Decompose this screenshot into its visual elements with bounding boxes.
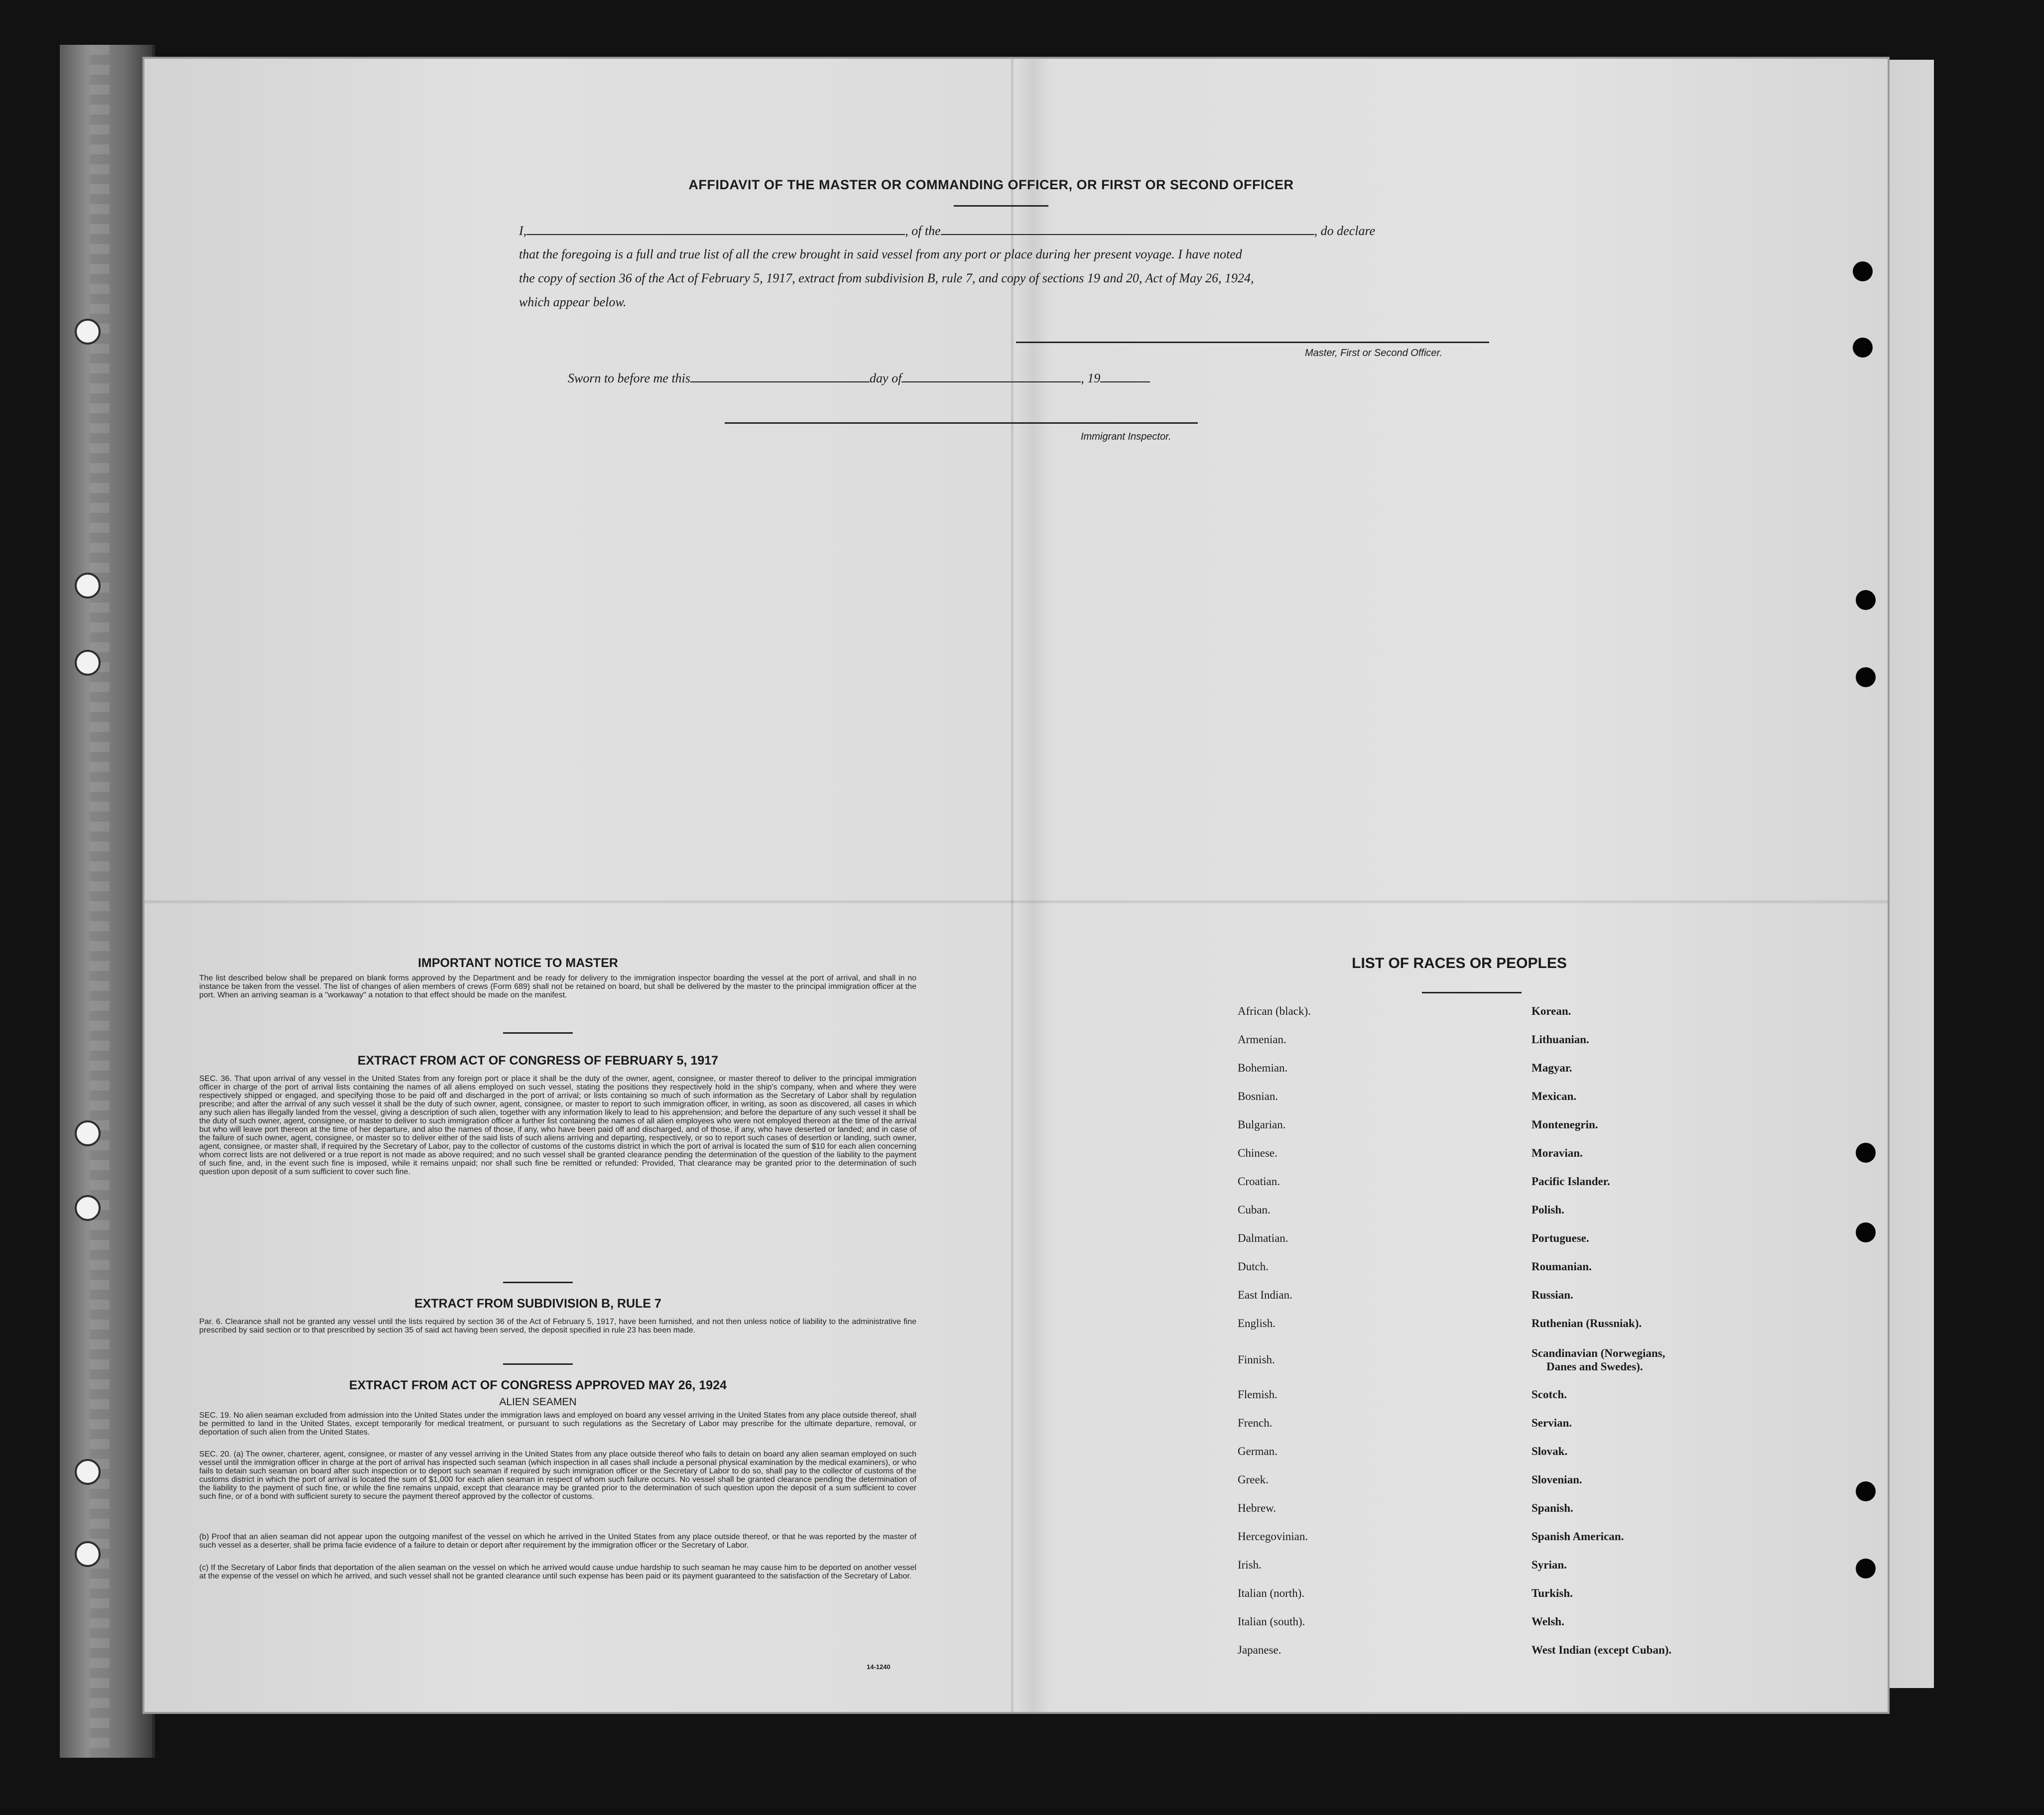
document-page	[144, 59, 1888, 1712]
punch-hole	[75, 573, 101, 599]
punch-hole	[1853, 261, 1873, 281]
race-left-item: Bohemian.	[1238, 1062, 1288, 1074]
race-left-item: Finnish.	[1238, 1353, 1275, 1366]
race-right-item: Scotch.	[1532, 1388, 1567, 1401]
extract-1924-title: EXTRACT FROM ACT OF CONGRESS APPROVED MAY 26, 1924	[349, 1378, 727, 1392]
binder-edge	[60, 45, 155, 1758]
section-divider	[503, 1032, 573, 1034]
race-right-item: Portuguese.	[1532, 1232, 1589, 1244]
race-right-item: Welsh.	[1532, 1615, 1564, 1628]
races-divider	[1422, 992, 1522, 993]
punch-hole	[75, 1195, 101, 1221]
race-left-item: Dalmatian.	[1238, 1232, 1288, 1244]
race-left-item: Greek.	[1238, 1473, 1269, 1486]
race-right-item: West Indian (except Cuban).	[1532, 1644, 1672, 1656]
vertical-fold	[1011, 59, 1014, 1712]
affidavit-i: I,	[519, 224, 527, 238]
race-right-item: Slovenian.	[1532, 1473, 1582, 1486]
race-right-item: Mexican.	[1532, 1090, 1577, 1102]
race-left-item: Bulgarian.	[1238, 1118, 1286, 1131]
extract-1917-title: EXTRACT FROM ACT OF CONGRESS OF FEBRUARY 5, 1917	[357, 1054, 719, 1068]
race-left-item: Hebrew.	[1238, 1502, 1277, 1514]
race-right-item: Polish.	[1532, 1204, 1564, 1216]
race-right-item: Ruthenian (Russniak).	[1532, 1317, 1642, 1330]
title-divider	[954, 205, 1048, 207]
race-right-item: Korean.	[1532, 1005, 1571, 1017]
day-of-text: day of	[870, 371, 902, 385]
race-right-item: Turkish.	[1532, 1587, 1573, 1599]
race-right-item: Scandinavian (Norwegians,	[1532, 1347, 1665, 1359]
section-divider	[503, 1282, 573, 1283]
sec20b-text: (b) Proof that an alien seaman did not appear upon the outgoing manifest of the vessel on which he arrived in the United States from any place outside thereof, or that he was reported by the master of such vessel as a deserter, shall be prima facie evidence of a failure to detain or deport after requirement by the immigration officer or the Secretary of Labor.	[199, 1533, 916, 1550]
race-left-item: German.	[1238, 1445, 1278, 1457]
race-right-item: Moravian.	[1532, 1147, 1583, 1159]
race-left-item: Italian (north).	[1238, 1587, 1305, 1599]
race-right-item: Danes and Swedes).	[1546, 1360, 1643, 1373]
race-left-item: African (black).	[1238, 1005, 1311, 1017]
section-divider	[503, 1363, 573, 1365]
race-left-item: Chinese.	[1238, 1147, 1278, 1159]
notice-text: The list described below shall be prepared on blank forms approved by the Department and be ready for delivery to the immigration inspector boarding the vessel at the port of arrival, and shall in no instance be taken from the vessel. The list of changes of alien members of crews (Form 689) shall not be retained on board, but shall be delivered by the master to the principal immigration officer at the port. When an arriving seaman is a "workaway" a notation to that effect should be made on the manifest.	[199, 974, 916, 999]
master-signature-line	[1016, 342, 1489, 343]
sec20a-text: SEC. 20. (a) The owner, charterer, agent, consignee, or master of any vessel arriving in the United States from any place outside thereof who fails to detain on board any alien seaman employed on such vessel until the immigration officer in charge at the port of arrival has inspected such seaman (which inspection in all cases shall include a personal physical examination by the medical examiners), or who fails to detain such seaman on board after such inspection or to deport such seaman if required by such immigration officer or the Secretary of Labor to do so, shall pay to the collector of customs of the customs district in which the port of arrival is located the sum of $1,000 for each alien seaman in respect of whom such failure occurs. No vessel shall be granted clearance pending the determination of the liability to the payment of such fine, or while the fine remains unpaid, except that clearance may be granted prior to the determination of such question upon the deposit of a sum sufficient to cover such fine, or of a bond with sufficient surety to secure the payment thereof approved by the collector of customs.	[199, 1450, 916, 1501]
sworn-day-blank	[690, 370, 870, 382]
punch-hole	[1856, 1481, 1876, 1501]
races-title: LIST OF RACES OR PEOPLES	[1352, 955, 1567, 971]
race-right-item: Lithuanian.	[1532, 1033, 1589, 1046]
affidavit-do-declare: , do declare	[1314, 224, 1376, 238]
race-left-item: Bosnian.	[1238, 1090, 1278, 1102]
extract-1917-text: SEC. 36. That upon arrival of any vessel in the United States from any foreign port or place it shall be the duty of the owner, agent, consignee, or master thereof to deliver to the principal immigration officer in charge of the port of arrival lists containing the names of all aliens employed on such vessel, stating the positions they respectively hold in the ship's company, when and where they were respectively shipped or engaged, and specifying those to be paid off and discharged in the port of arrival; or lists containing so much of such information as the Secretary of Labor shall by regulation prescribe; and after the arrival of any such vessel it shall be the duty of such owner, agent, consignee, or master to report to such immigration officer, in writing, as soon as discovered, all cases in which any such alien has illegally landed from the vessel, giving a description of such alien, together with any information likely to lead to his apprehension; and before the departure of any such vessel it shall be the duty of such owner, agent, consignee, or master to deliver to such immigration officer a further list containing the names of all alien employees who were not employed thereon at the time of the arrival but who will leave port thereon at the time of her departure, and also the names of those, if any, who have been paid off and discharged, and of those, if any, who have deserted or landed; and in case of the failure of such owner, agent, consignee, or master so to deliver either of the said lists of such aliens arriving and departing, respectively, or so to report such cases of desertion or landing, such owner, agent, consignee, or master shall, if required by the Secretary of Labor, pay to the collector of customs of the customs district in which the port of arrival is located the sum of $10 for each alien concerning whom correct lists are not delivered or a true report is not made as above required; and no such vessel shall be granted clearance pending the determination of the question of the liability to the payment of such fine, and, in the event such fine is imposed, while it remains unpaid; nor shall such fine be remitted or refunded: Provided, That clearance may be granted prior to the determination of such question upon deposit of a sum sufficient to cover such fine.	[199, 1075, 916, 1176]
affidavit-line-2: that the foregoing is a full and true list of all the crew brought in said vessel from any port or place during her present voyage. I have noted	[519, 247, 1242, 261]
punch-hole	[75, 1541, 101, 1567]
race-left-item: Japanese.	[1238, 1644, 1281, 1656]
affidavit-line-4: which appear below.	[519, 295, 627, 309]
race-left-item: English.	[1238, 1317, 1276, 1330]
punch-hole	[75, 1120, 101, 1146]
race-left-item: Cuban.	[1238, 1204, 1271, 1216]
race-left-item: Irish.	[1238, 1559, 1262, 1571]
sec19-text: SEC. 19. No alien seaman excluded from admission into the United States under the immigration laws and employed on board any vessel arriving in the United States from any place outside thereof, shall be permitted to land in the United States, except temporarily for medical treatment, or pursuant to such regulations as the Secretary of Labor may prescribe for the ultimate departure, removal, or deportation of such alien from the United States.	[199, 1411, 916, 1437]
race-left-item: Italian (south).	[1238, 1615, 1305, 1628]
punch-hole	[75, 650, 101, 676]
punch-hole	[1856, 667, 1876, 687]
race-left-item: East Indian.	[1238, 1289, 1292, 1301]
alien-seamen-subtitle: ALIEN SEAMEN	[499, 1396, 577, 1408]
punch-hole	[1856, 1559, 1876, 1578]
vessel-blank	[941, 223, 1314, 235]
year-blank	[1100, 370, 1150, 382]
punch-hole	[1856, 1222, 1876, 1242]
punch-hole	[1856, 1143, 1876, 1163]
affidavit-title: AFFIDAVIT OF THE MASTER OR COMMANDING OFFICER, OR FIRST OR SECOND OFFICER	[688, 177, 1294, 192]
race-right-item: Russian.	[1532, 1289, 1573, 1301]
affidavit-line-1	[519, 223, 1375, 239]
inspector-label: Immigrant Inspector.	[1081, 431, 1171, 442]
sworn-text: Sworn to before me this	[568, 371, 691, 385]
race-right-item: Spanish American.	[1532, 1530, 1624, 1543]
punch-hole	[1853, 338, 1873, 358]
affidavit-of-the: , of the	[905, 224, 941, 238]
race-left-item: French.	[1238, 1417, 1273, 1429]
horizontal-fold	[144, 900, 1888, 903]
race-right-item: Pacific Islander.	[1532, 1175, 1610, 1188]
race-right-item: Servian.	[1532, 1417, 1572, 1429]
affidavit-line-3: the copy of section 36 of the Act of February 5, 1917, extract from subdivision B, rule 7, and copy of sections 19 and 20, Act of May 26, 1924,	[519, 271, 1254, 285]
inspector-signature-line	[725, 422, 1198, 424]
race-right-item: Syrian.	[1532, 1559, 1567, 1571]
race-left-item: Armenian.	[1238, 1033, 1286, 1046]
race-left-item: Croatian.	[1238, 1175, 1280, 1188]
master-label: Master, First or Second Officer.	[1305, 348, 1443, 359]
race-right-item: Montenegrin.	[1532, 1118, 1598, 1131]
notice-title: IMPORTANT NOTICE TO MASTER	[418, 956, 618, 970]
rule7-text: Par. 6. Clearance shall not be granted any vessel until the lists required by section 36 of the Act of February 5, 1917, have been furnished, and not then unless notice of liability to the administrative fine prescribed by said section or to that prescribed by section 35 of said act having been served, the deposit specified in rule 23 has been made.	[199, 1318, 916, 1334]
race-right-item: Magyar.	[1532, 1062, 1572, 1074]
form-number: 14-1240	[867, 1663, 891, 1671]
race-left-item: Dutch.	[1238, 1260, 1269, 1273]
sworn-month-blank	[901, 370, 1081, 382]
race-right-item: Slovak.	[1532, 1445, 1568, 1457]
year-text: , 19	[1081, 371, 1101, 385]
sworn-line	[568, 370, 1150, 386]
sec20c-text: (c) If the Secretary of Labor finds that deportation of the alien seaman on the vessel on which he arrived would cause undue hardship to such seaman he may cause him to be deported on another vessel at the expense of the vessel on which he arrived, and such vessel shall not be granted clearance until such expense has been paid or its payment guaranteed to the satisfaction of the Secretary of Labor.	[199, 1564, 916, 1580]
punch-hole	[75, 1459, 101, 1485]
punch-hole	[75, 319, 101, 345]
binder-strip	[90, 45, 110, 1758]
rule7-title: EXTRACT FROM SUBDIVISION B, RULE 7	[414, 1297, 661, 1311]
race-left-item: Flemish.	[1238, 1388, 1278, 1401]
name-blank	[526, 223, 905, 235]
race-right-item: Roumanian.	[1532, 1260, 1592, 1273]
race-left-item: Hercegovinian.	[1238, 1530, 1308, 1543]
punch-hole	[1856, 590, 1876, 610]
race-right-item: Spanish.	[1532, 1502, 1573, 1514]
